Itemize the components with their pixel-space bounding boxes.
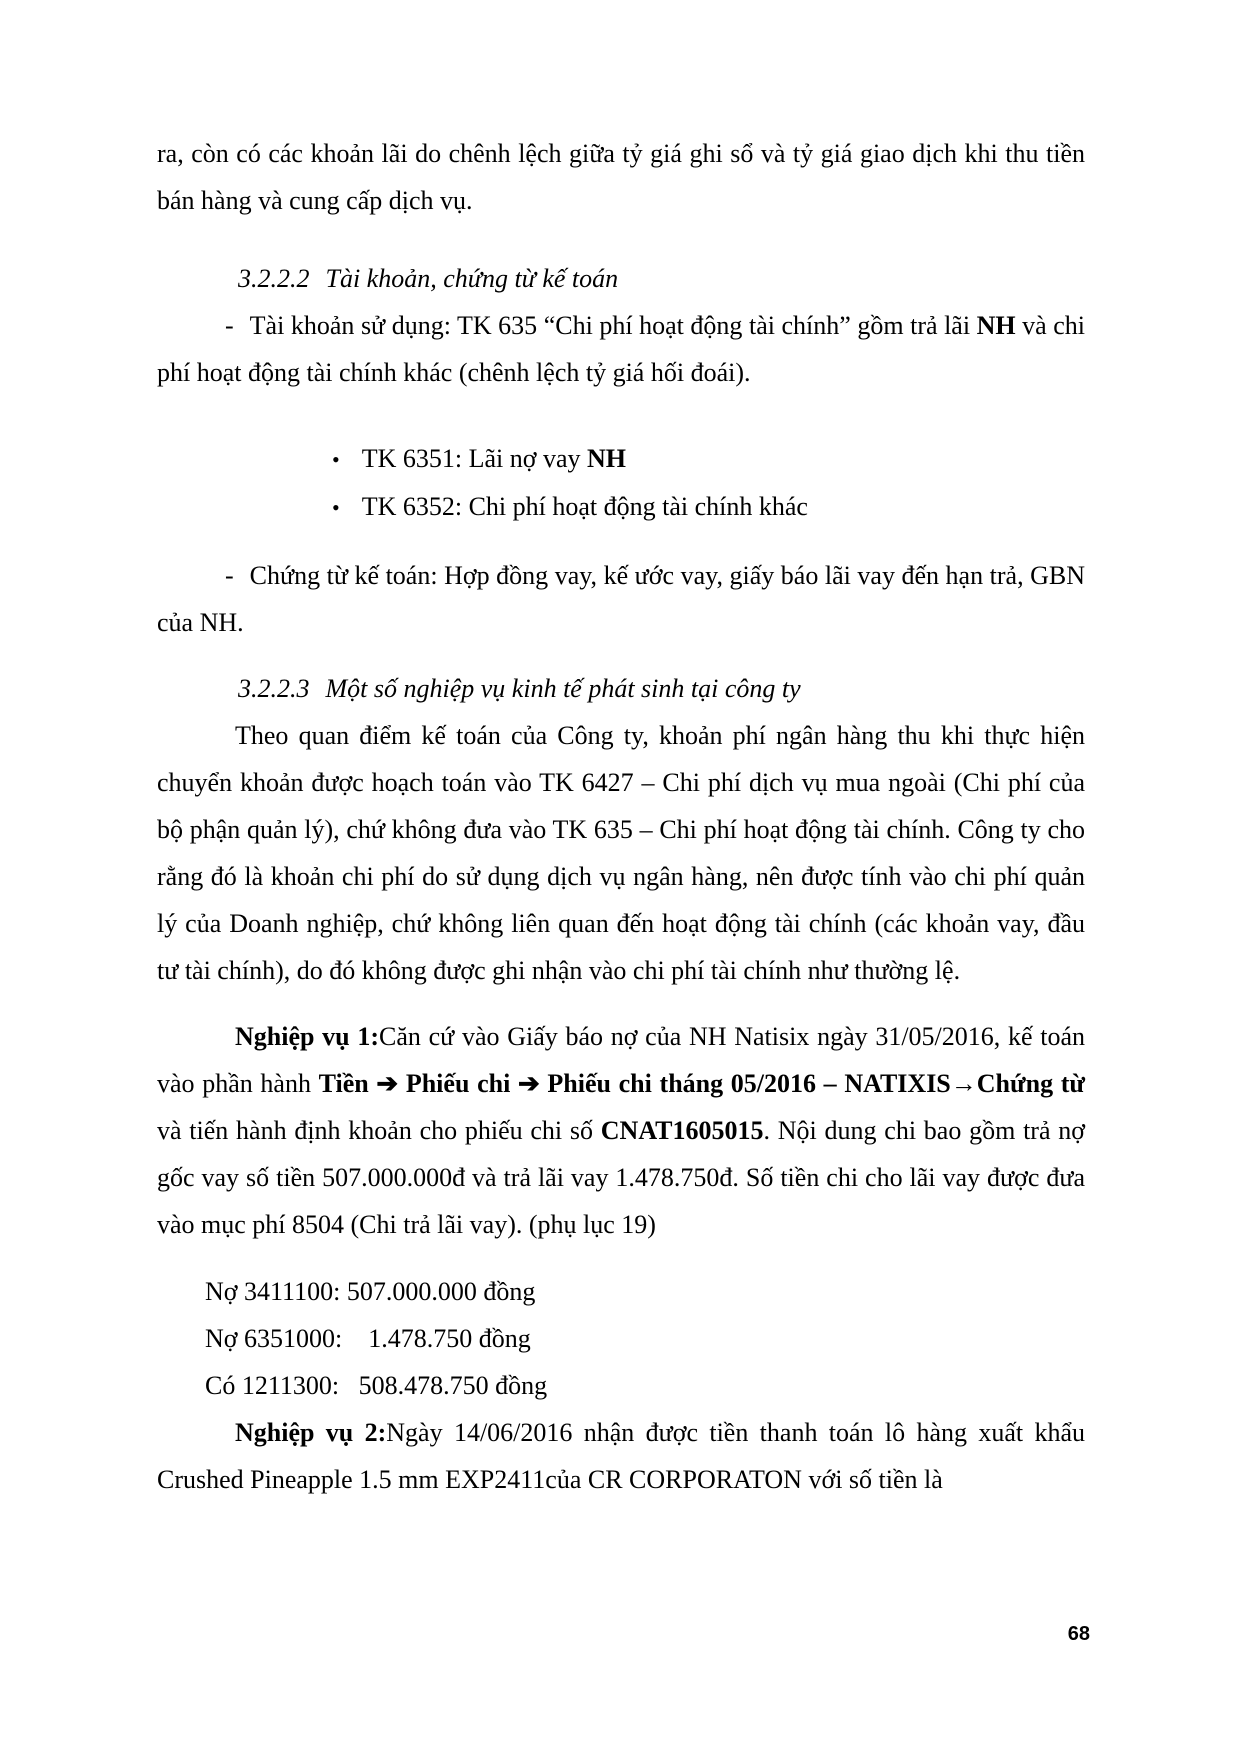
bullet-item-6352 — [332, 483, 1085, 531]
paragraph-transaction-1 — [157, 1013, 1085, 1248]
paragraph-accounting-view — [157, 712, 1085, 994]
dash-item-documents — [157, 552, 1085, 646]
intro-paragraph — [157, 130, 1085, 224]
journal-entry-text: Nợ 6351000: 1.478.750 đồng — [205, 1324, 531, 1353]
page-number: 68 — [1067, 1623, 1090, 1645]
transaction-2-label: Nghiệp vụ 2: — [235, 1418, 387, 1447]
heading-number: 3.2.2.3 — [238, 674, 310, 703]
transaction-2-text: Ngày 14/06/2016 nhận được tiền thanh toán lô hàng xuất khẩu Crushed Pineapple 1.5 mm EXP2411của CR CORPORATON với số tiền là — [157, 1418, 1085, 1494]
dash-marker: - — [225, 311, 234, 340]
transaction-1-text: Căn cứ vào Giấy báo nợ của NH Natisix ngày 31/05/2016, kế toán vào phần hành — [157, 1022, 1085, 1098]
heading-title: Một số nghiệp vụ kinh tế phát sinh tại công ty — [325, 674, 801, 703]
journal-entry-text: Có 1211300: 508.478.750 đồng — [205, 1371, 548, 1400]
transaction-1-text: và tiến hành định khoản cho phiếu chi số — [157, 1116, 601, 1145]
journal-entry-debit-3411100 — [205, 1268, 1085, 1315]
paragraph-text: Theo quan điểm kế toán của Công ty, khoản phí ngân hàng thu khi thực hiện chuyển khoản được hoạch toán vào TK 6427 – Chi phí dịch vụ mua ngoài (Chi phí của bộ phận quản lý), chứ không đưa vào TK 635 – Chi phí hoạt động tài chính. Công ty cho rằng đó là khoản chi phí do sử dụng dịch vụ ngân hàng, nên được tính vào chi phí quản lý của Doanh nghiệp, chứ không liên quan đến hoạt động tài chính (các khoản vay, đầu tư tài chính), do đó không được ghi nhận vào chi phí tài chính như thường lệ. — [157, 721, 1085, 985]
bullet-bold: NH — [587, 444, 627, 473]
dash-marker: - — [225, 561, 234, 590]
dash-item-bold: NH — [976, 311, 1016, 340]
journal-entry-credit-1211300 — [205, 1362, 1085, 1409]
bullet-icon: • — [332, 447, 340, 472]
dash-item-text: Tài khoản sử dụng: TK 635 “Chi phí hoạt động tài chính” gồm trả lãi — [249, 311, 977, 340]
dash-item-text: Chứng từ kế toán: Hợp đồng vay, kế ước vay, giấy báo lãi vay đến hạn trả, GBN của NH. — [157, 561, 1085, 637]
section-heading-3222 — [157, 255, 1085, 302]
dash-item-text: và chi phí hoạt động tài chính khác (chênh lệch tỷ giá hối đoái). — [157, 311, 1085, 387]
bullet-icon: • — [332, 495, 340, 520]
transaction-1-menu-path: Tiền ➔ Phiếu chi ➔ Phiếu chi tháng 05/2016 – NATIXIS→Chứng từ — [318, 1069, 1085, 1098]
journal-entry-debit-6351000 — [205, 1315, 1085, 1362]
bullet-text: TK 6352: Chi phí hoạt động tài chính khác — [361, 492, 808, 521]
transaction-1-text: . Nội dung chi bao gồm trả nợ gốc vay số tiền 507.000.000đ và trả lãi vay 1.478.750đ. Số tiền chi cho lãi vay được đưa vào mục phí 8504 (Chi trả lãi vay). (phụ lục 19) — [157, 1116, 1085, 1239]
intro-text: ra, còn có các khoản lãi do chênh lệch giữa tỷ giá ghi sổ và tỷ giá giao dịch khi thu tiền bán hàng và cung cấp dịch vụ. — [157, 139, 1085, 215]
bullet-item-6351 — [332, 435, 1085, 483]
dash-item-account — [157, 302, 1085, 396]
journal-entry-text: Nợ 3411100: 507.000.000 đồng — [205, 1277, 536, 1306]
heading-title: Tài khoản, chứng từ kế toán — [325, 264, 619, 293]
paragraph-transaction-2 — [157, 1409, 1085, 1503]
transaction-1-label: Nghiệp vụ 1: — [235, 1022, 380, 1051]
section-heading-3223 — [157, 665, 1085, 712]
transaction-1-voucher-code: CNAT1605015 — [600, 1116, 764, 1145]
heading-number: 3.2.2.2 — [238, 264, 310, 293]
bullet-text: TK 6351: Lãi nợ vay — [361, 444, 588, 473]
